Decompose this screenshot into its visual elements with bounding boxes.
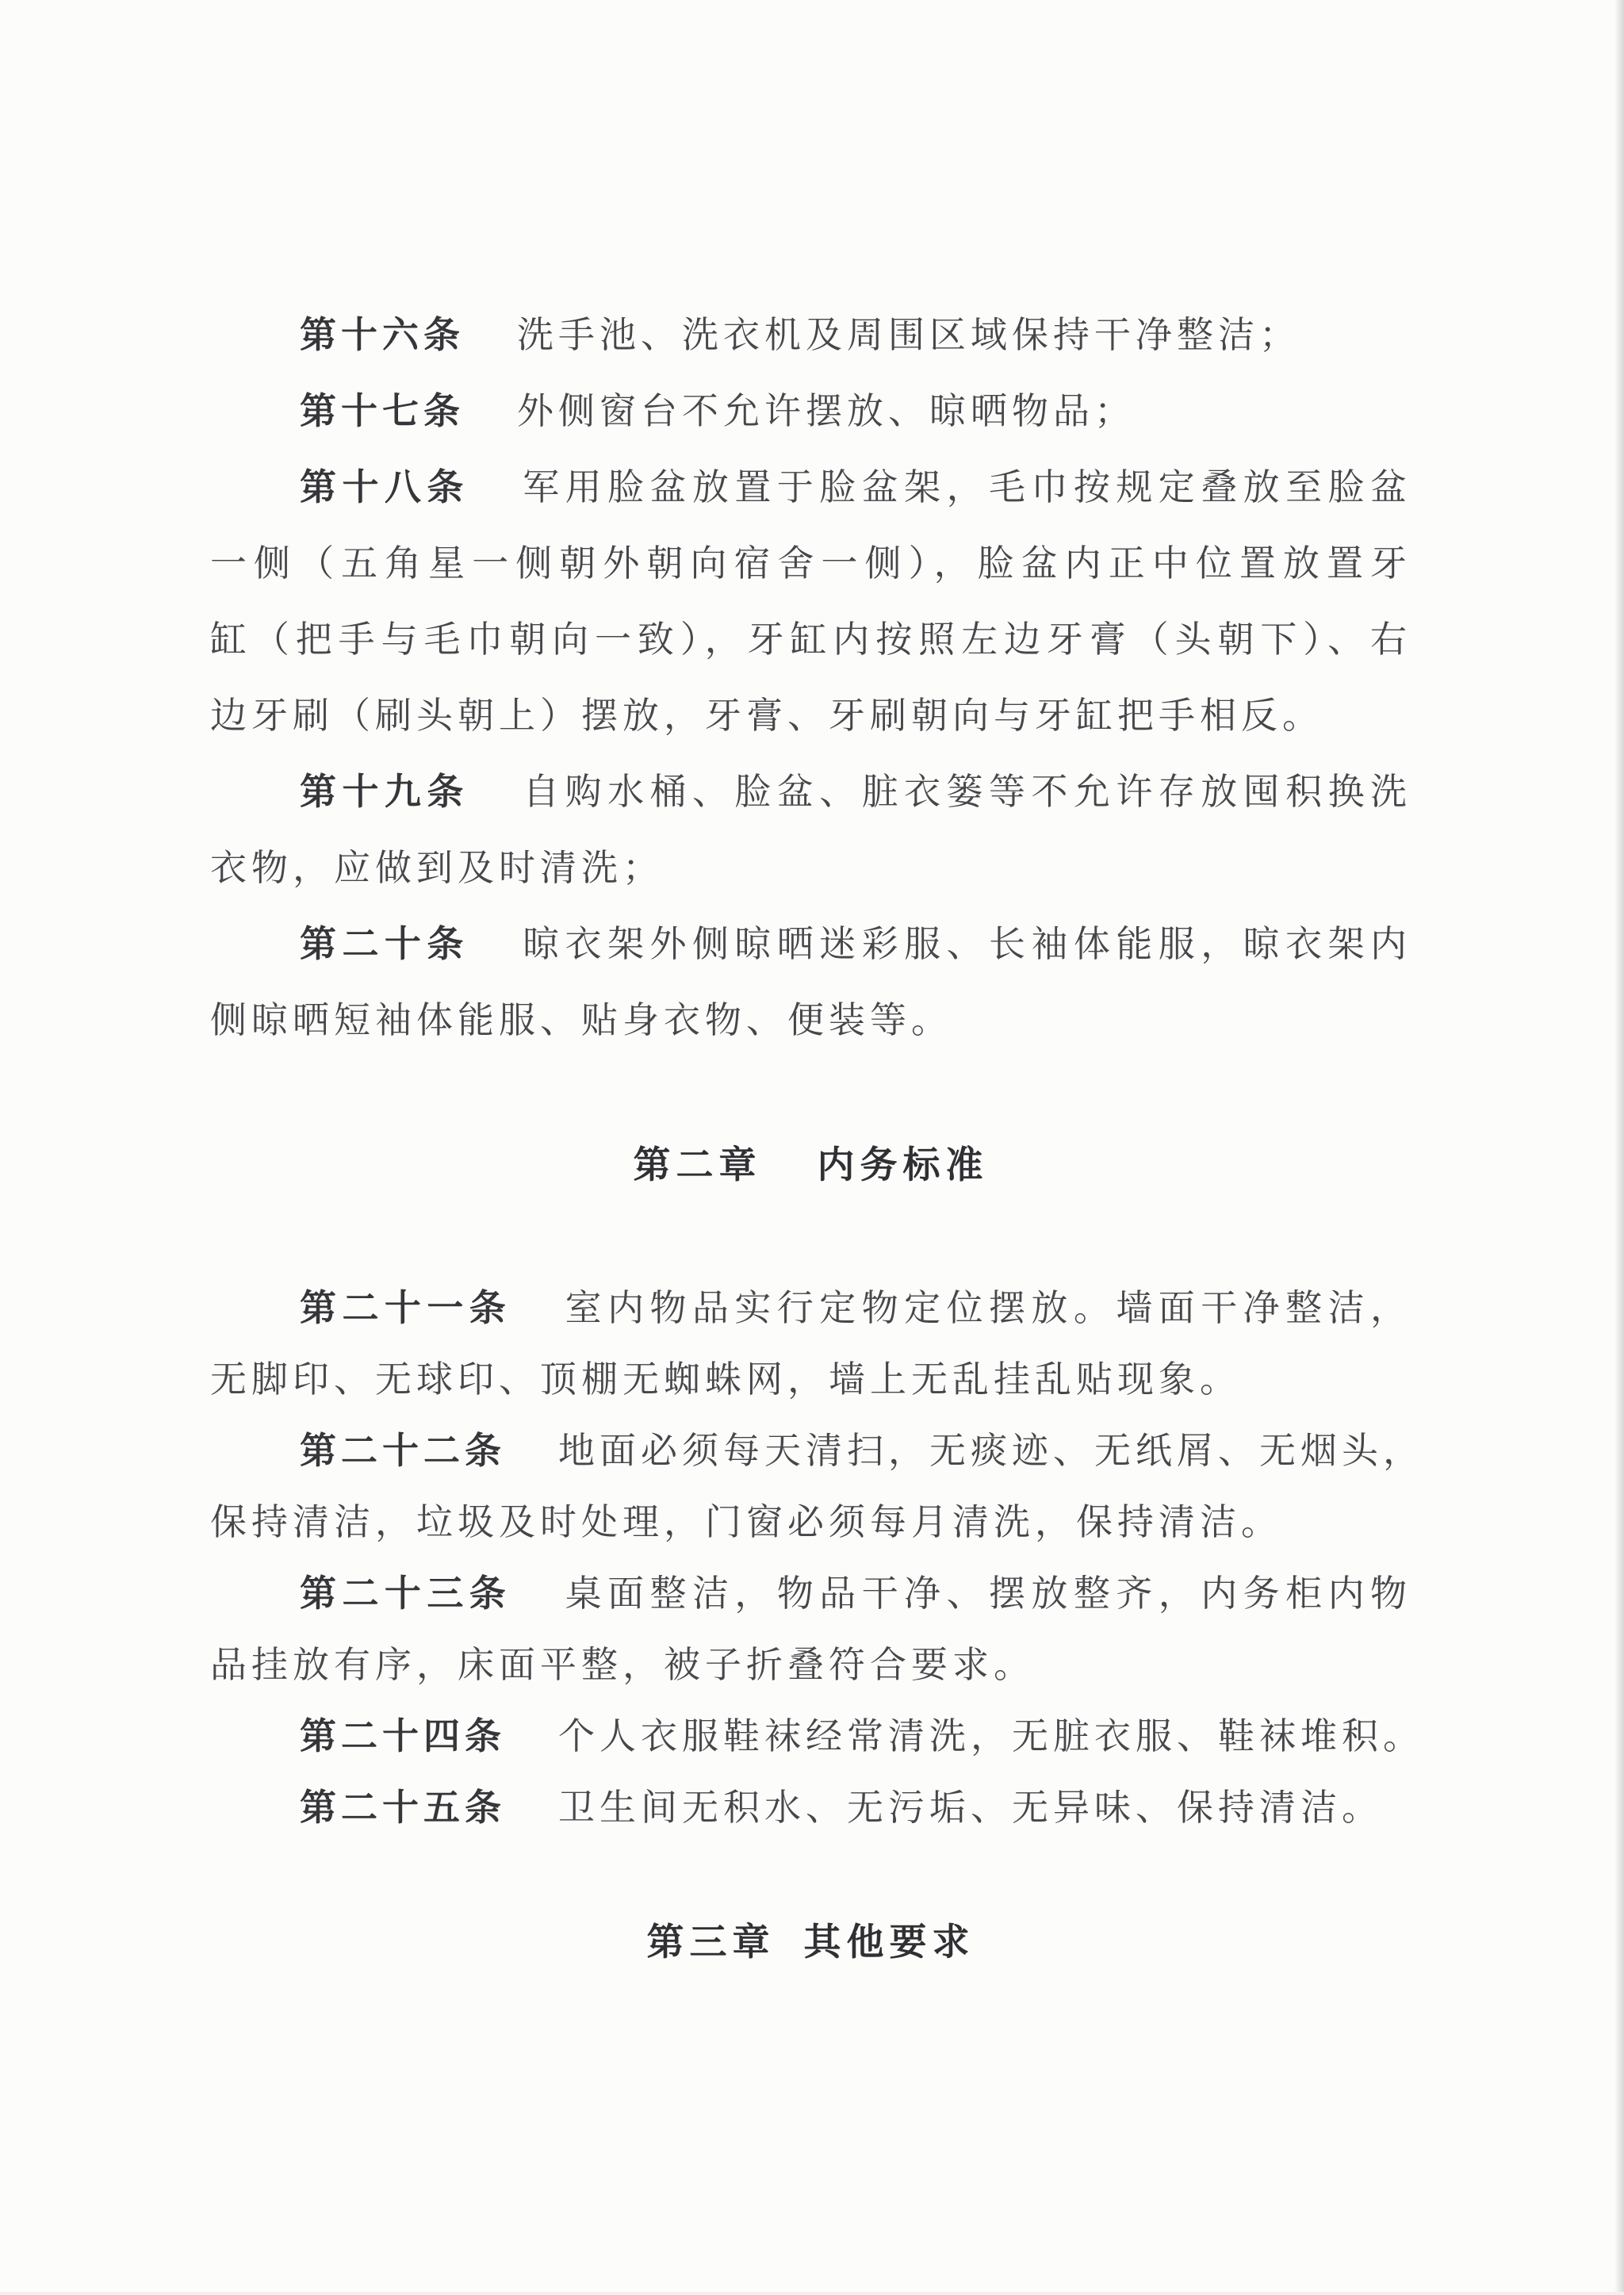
article-text-line: 侧晾晒短袖体能服、贴身衣物、便装等。 — [210, 1000, 952, 1040]
article-text-line: 第二十四条 个人衣服鞋袜经常清洗，无脏衣服、鞋袜堆积。 — [300, 1716, 1424, 1757]
articles-section-1 — [210, 297, 1411, 1059]
article-number: 第二十二条 — [300, 1431, 506, 1471]
article-text-line: 第二十三条 桌面整洁，物品干净、摆放整齐，内务柜内物 — [300, 1573, 1412, 1614]
article-number: 第十六条 — [300, 315, 465, 355]
article-text-line: 缸（把手与毛巾朝向一致），牙缸内按照左边牙膏（头朝下）、右 — [210, 619, 1411, 660]
article-text-line: 第二十一条 室内物品实行定物定位摆放。墙面干净整洁， — [300, 1288, 1412, 1328]
article-paragraph — [210, 1273, 1411, 1416]
article-number: 第二十条 — [300, 924, 469, 964]
chapter-heading — [210, 1128, 1411, 1203]
chapter-title: 内务标准 — [817, 1145, 989, 1186]
article-number: 第二十三条 — [300, 1573, 512, 1614]
scan-edge-artifact — [1614, 0, 1624, 2295]
article-text-line: 第十八条 军用脸盆放置于脸盆架，毛巾按规定叠放至脸盆 — [300, 467, 1412, 508]
article-text-line: 边牙刷（刷头朝上）摆放，牙膏、牙刷朝向与牙缸把手相反。 — [210, 695, 1323, 736]
article-text-line: 一侧（五角星一侧朝外朝向宿舍一侧），脸盆内正中位置放置牙 — [210, 543, 1411, 584]
scan-bottom-edge-artifact — [0, 2292, 1624, 2295]
article-text-line: 第二十条 晾衣架外侧晾晒迷彩服、长袖体能服，晾衣架内 — [300, 924, 1412, 964]
article-paragraph — [210, 1772, 1411, 1844]
article-text-line: 第十九条 自购水桶、脸盆、脏衣篓等不允许存放囤积换洗 — [300, 772, 1412, 812]
chapter-title-gap — [762, 1177, 818, 1178]
article-number: 第十八条 — [300, 467, 469, 508]
article-paragraph — [210, 754, 1411, 906]
article-number-gap — [469, 803, 522, 804]
chapter-title-gap — [776, 1954, 804, 1955]
article-text-line: 第二十五条 卫生间无积水、无污垢、无异味、保持清洁。 — [300, 1787, 1383, 1828]
article-paragraph — [210, 374, 1411, 450]
article-number-gap — [469, 499, 522, 500]
article-paragraph — [210, 1701, 1424, 1772]
article-paragraph — [210, 297, 1411, 374]
article-paragraph — [210, 1558, 1411, 1701]
chapter-number: 第二章 — [633, 1145, 762, 1186]
article-text-line: 衣物，应做到及时清洗； — [210, 848, 664, 888]
article-number: 第二十一条 — [300, 1288, 512, 1328]
article-number: 第十九条 — [300, 772, 469, 812]
article-paragraph — [210, 450, 1411, 754]
article-paragraph — [210, 906, 1411, 1059]
chapter-title: 其他要求 — [803, 1922, 975, 1964]
article-text-line: 品挂放有序，床面平整，被子折叠符合要求。 — [210, 1645, 1035, 1685]
article-number-gap — [506, 1819, 558, 1820]
article-text-line: 第十七条 外侧窗台不允许摆放、晾晒物品； — [300, 391, 1136, 431]
article-number: 第二十五条 — [300, 1787, 506, 1828]
article-number-gap — [511, 1605, 564, 1606]
article-text-line: 第二十二条 地面必须每天清扫，无痰迹、无纸屑、无烟头， — [300, 1431, 1424, 1471]
chapter-number: 第三章 — [646, 1922, 776, 1964]
articles-section-2 — [210, 1273, 1424, 1844]
article-text-line: 保持清洁，垃圾及时处理，门窗必须每月清洗，保持清洁。 — [210, 1502, 1282, 1542]
chapter-heading — [210, 1906, 1411, 1980]
article-number: 第十七条 — [300, 391, 465, 431]
article-number-gap — [506, 1748, 558, 1749]
article-text-line: 无脚印、无球印、顶棚无蜘蛛网，墙上无乱挂乱贴现象。 — [210, 1359, 1241, 1400]
article-number-gap — [506, 1462, 558, 1463]
article-text-line: 第十六条 洗手池、洗衣机及周围区域保持干净整洁； — [300, 315, 1300, 355]
article-number: 第二十四条 — [300, 1716, 506, 1757]
article-paragraph — [210, 1416, 1424, 1558]
